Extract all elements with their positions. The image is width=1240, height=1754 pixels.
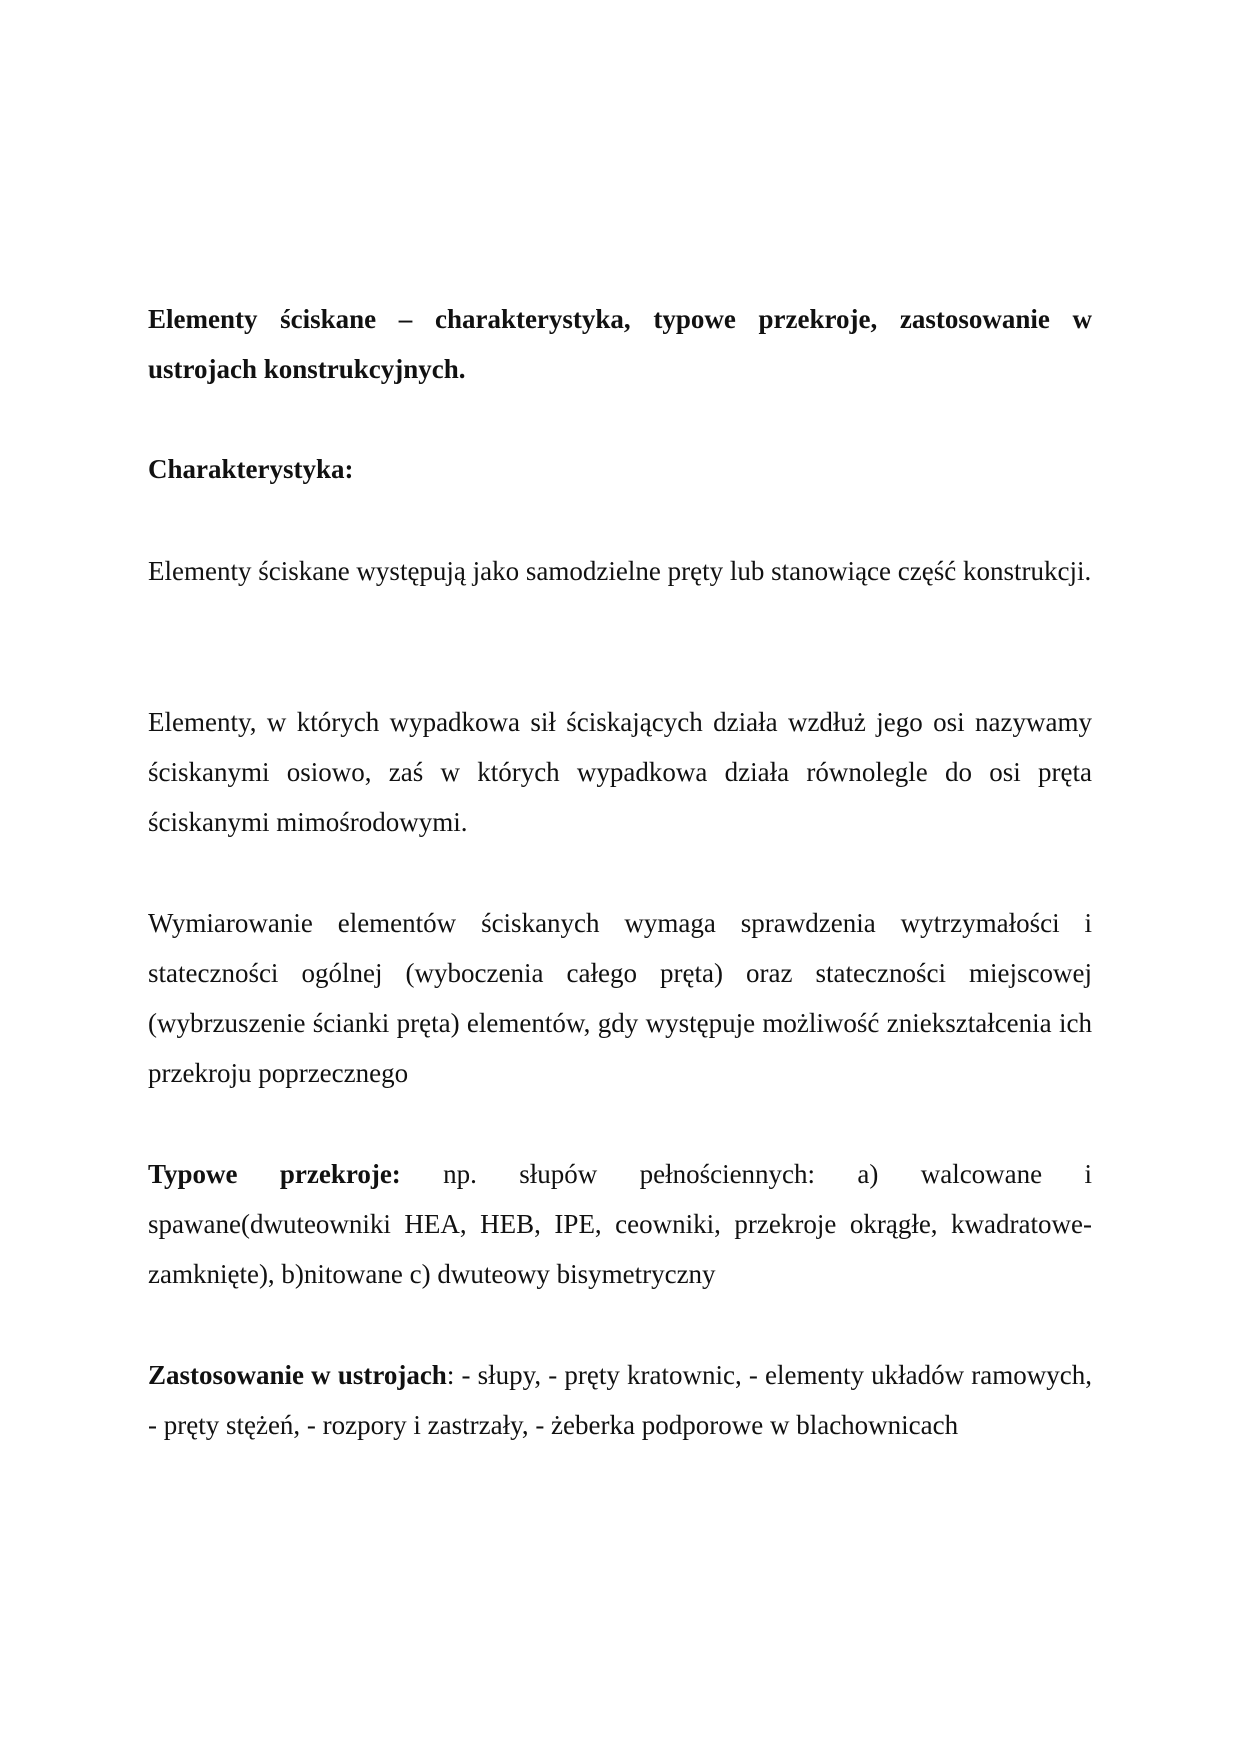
paragraph-axial-eccentric: Elementy, w których wypadkowa sił ściskających działa wzdłuż jego osi nazywamy ściskanymi osiowo, zaś w których wypadkowa działa równolegle do osi pręta ściskanymi mimośrodowymi. bbox=[148, 707, 1092, 837]
section-heading-characteristics: Charakterystyka: bbox=[148, 454, 354, 484]
application-label: Zastosowanie w ustrojach bbox=[148, 1360, 447, 1390]
application-text: : - słupy, - pręty kratownic, - elementy układów ramowych, - pręty stężeń, - rozpory i zastrzały, - żeberka podporowe w blachownicach bbox=[148, 1360, 1092, 1440]
paragraph-intro: Elementy ściskane występują jako samodzielne pręty lub stanowiące część konstrukcji. bbox=[148, 556, 1092, 586]
paragraph-typical-sections bbox=[148, 1149, 1092, 1299]
paragraph-application bbox=[148, 1350, 1092, 1450]
typical-sections-label: Typowe przekroje: bbox=[148, 1159, 401, 1189]
document-title: Elementy ściskane – charakterystyka, typowe przekroje, zastosowanie w ustrojach konstrukcyjnych. bbox=[148, 304, 1092, 384]
paragraph-dimensioning: Wymiarowanie elementów ściskanych wymaga sprawdzenia wytrzymałości i stateczności ogólnej (wyboczenia całego pręta) oraz stateczności miejscowej (wybrzuszenie ścianki pręta) elementów, gdy występuje możliwość zniekształcenia ich przekroju poprzecznego bbox=[148, 908, 1092, 1088]
typical-sections-text: np. słupów pełnościennych: a) walcowane i spawane(dwuteowniki HEA, HEB, IPE, ceowniki, przekroje okrągłe, kwadratowe-zamknięte), b)nitowane c) dwuteowy bisymetryczny bbox=[148, 1159, 1092, 1289]
